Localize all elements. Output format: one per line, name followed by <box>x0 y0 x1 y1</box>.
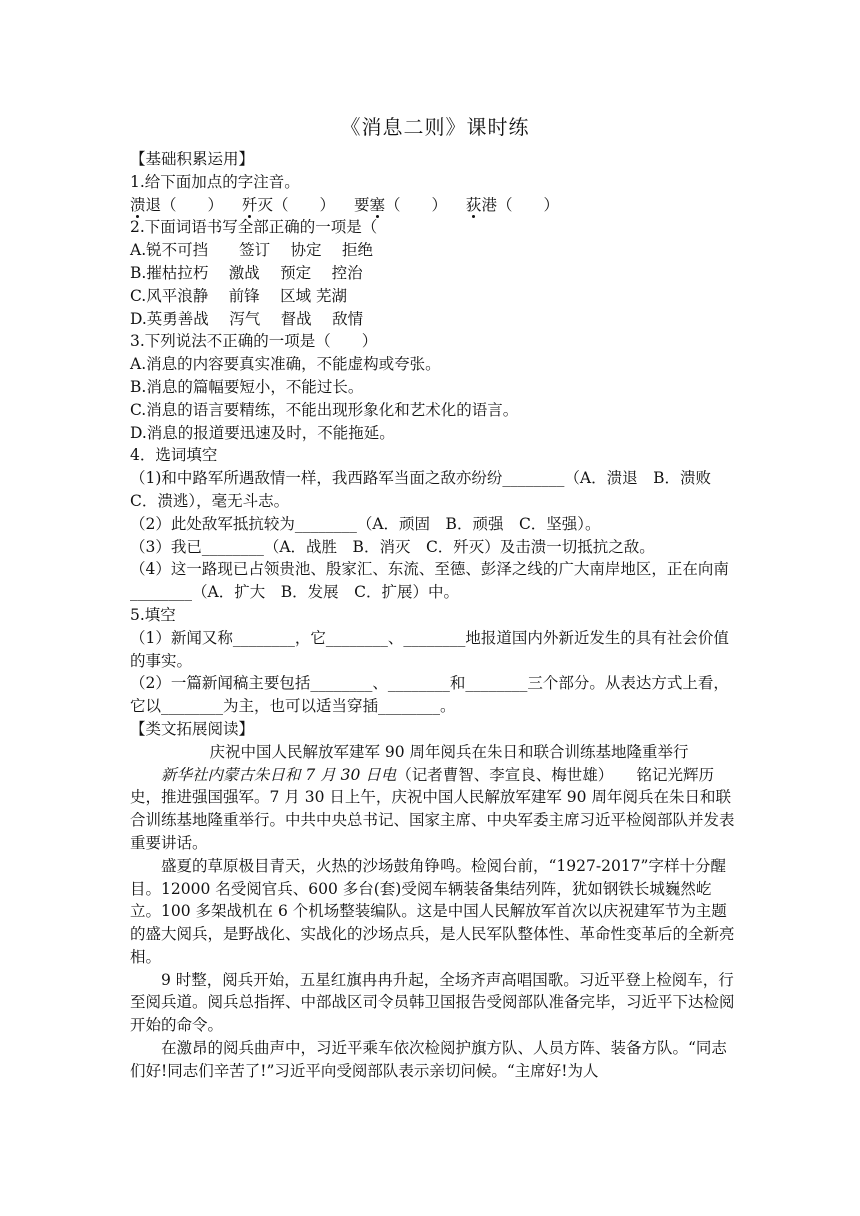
question-4-item-1: （1)和中路军所遇敌情一样，我西路军当面之敌亦纷纷________（A．溃退 B．溃败 C．溃逃），毫无斗志。 <box>130 469 727 510</box>
pinyin-item-4: 荻港（ ） <box>465 195 559 214</box>
question-2-option-b: B.摧枯拉朽 激战 预定 控治 <box>130 263 363 282</box>
question-1-prompt: 1.给下面加点的字注音。 <box>130 172 300 191</box>
question-4-item-4: （4）这一路现已占领贵池、殷家汇、东流、至德、彭泽之线的广大南岸地区，正在向南________（A．扩大 B．发展 C．扩展）中。 <box>130 560 729 602</box>
article-dateline: 新华社内蒙古朱日和 7 月 30 日电 <box>161 765 397 784</box>
question-3-option-b: B.消息的篇幅要短小，不能过长。 <box>130 377 364 396</box>
question-5-prompt: 5.填空 <box>130 605 176 624</box>
question-1-items <box>130 194 740 217</box>
question-3-option-a: A.消息的内容要真实准确，不能虚构或夸张。 <box>130 355 441 374</box>
section-heading-reading: 【类文拓展阅读】 <box>130 719 255 738</box>
pinyin-item-1: 溃退（ ） <box>130 195 224 214</box>
dotted-char: 溃 <box>130 195 146 214</box>
dotted-char: 荻 <box>465 195 482 214</box>
section-heading-basic: 【基础积累运用】 <box>130 150 255 168</box>
pinyin-item-3: 要塞（ ） <box>353 195 447 214</box>
question-4-item-2: （2）此处敌军抵抗较为________（A．顽固 B．顽强 C．坚强）。 <box>130 514 601 533</box>
question-3-prompt: 3.下列说法不正确的一项是（ ） <box>130 332 378 351</box>
question-5-item-1: （1）新闻又称________，它________、________地报道国内外新近发生的具有社会价值的事实。 <box>130 628 729 670</box>
dotted-char: 歼 <box>241 195 258 214</box>
article-paragraph-1: 盛夏的草原极目青天，火热的沙场鼓角铮鸣。检阅台前，“1927-2017”字样十分醒目。12000 名受阅官兵、600 多台(套)受阅车辆装备集结列阵，犹如钢铁长城巍然屹立。100 多架战机在 6 个机场整装编队。这是中国人民解放军首次以庆祝建军节为主题的盛大阅兵，是野战化、实战化的沙场点兵，是人民军队整体性、革命性变革后的全新亮相。 <box>130 856 735 966</box>
document-content <box>130 112 740 1083</box>
article-lead-text: （记者曹智、李宣良、梅世雄） 铭记光辉历史，推进强国强军。7 月 30 日上午，庆祝中国人民解放军建军 90 周年阅兵在朱日和联合训练基地隆重举行。中共中央总书记、国家主席、中央军委主席习近平检阅部队并发表重要讲话。 <box>130 765 735 852</box>
article-title: 庆祝中国人民解放军建军 90 周年阅兵在朱日和联合训练基地隆重举行 <box>209 742 689 761</box>
question-2-prompt: 2.下面词语书写全部正确的一项是（ <box>130 218 378 237</box>
dotted-char: 塞 <box>369 195 385 214</box>
question-4-prompt: 4．选词填空 <box>130 446 218 465</box>
pinyin-item-2: 歼灭（ ） <box>241 195 335 214</box>
question-4-item-3: （3）我已________（A．战胜 B．消灭 C．歼灭）及击溃一切抵抗之敌。 <box>130 537 655 556</box>
question-2-option-a: A.锐不可挡 签订 协定 拒绝 <box>130 241 373 260</box>
article-paragraph-2: 9 时整，阅兵开始，五星红旗冉冉升起，全场齐声高唱国歌。习近平登上检阅车，行至阅兵道。阅兵总指挥、中部战区司令员韩卫国报告受阅部队准备完毕，习近平下达检阅开始的命令。 <box>130 970 735 1035</box>
question-5-item-2: （2）一篇新闻稿主要包括________、________和________三个部分。从表达方式上看，它以________为主，也可以适当穿插________。 <box>130 674 729 716</box>
article-paragraph-3: 在激昂的阅兵曲声中，习近平乘车依次检阅护旗方队、人员方阵、装备方队。“同志们好!同志们辛苦了!”习近平向受阅部队表示亲切问候。“主席好!为人 <box>130 1039 727 1080</box>
question-2-option-d: D.英勇善战 泻气 督战 敌情 <box>130 309 364 328</box>
question-3-option-c: C.消息的语言要精练，不能出现形象化和艺术化的语言。 <box>130 400 519 419</box>
question-3-option-d: D.消息的报道要迅速及时，不能拖延。 <box>130 423 395 442</box>
question-2-option-c: C.风平浪静 前锋 区域 芜湖 <box>130 286 348 305</box>
article-lead <box>130 764 740 855</box>
page-title: 《消息二则》课时练 <box>340 115 530 139</box>
